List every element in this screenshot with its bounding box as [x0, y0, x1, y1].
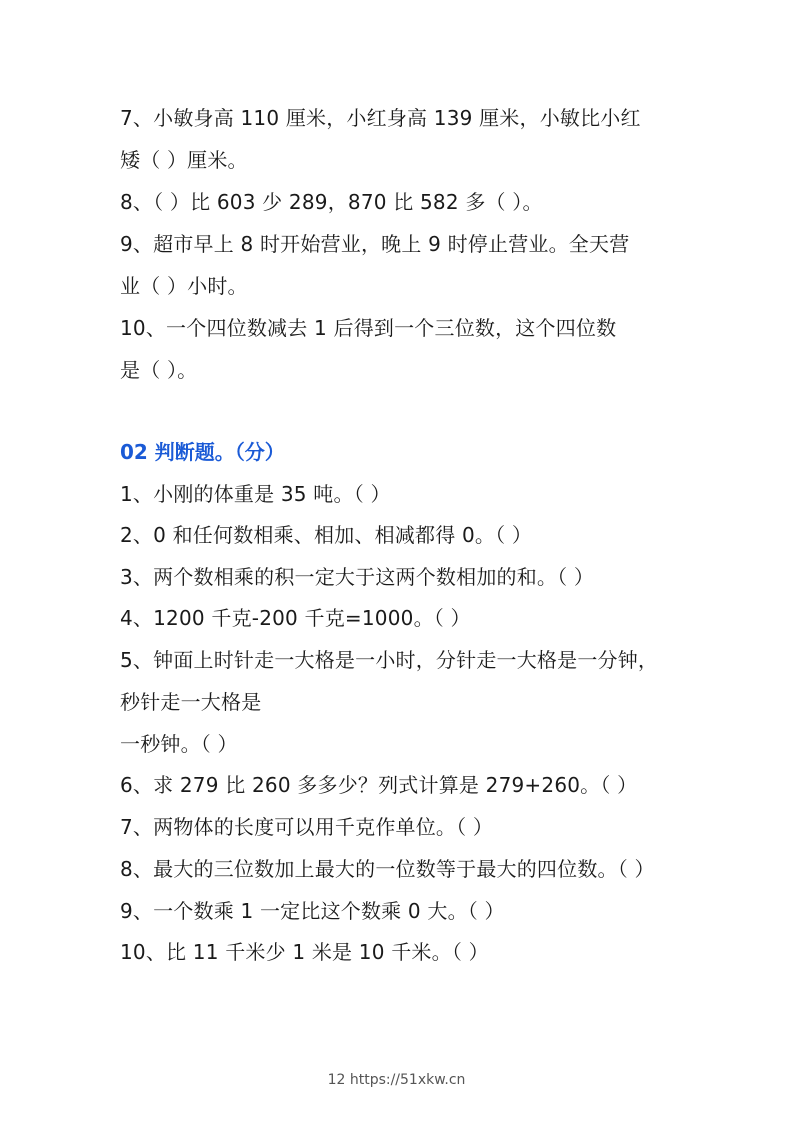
question-line: 7、小敏身高 110 厘米，小红身高 139 厘米，小敏比小红 — [120, 106, 641, 130]
question-line: 9、超市早上 8 时开始营业，晚上 9 时停止营业。全天营 — [120, 232, 630, 256]
question-line: 9、一个数乘 1 一定比这个数乘 0 大。（ ） — [120, 899, 505, 923]
question-line: 10、比 11 千米少 1 米是 10 千米。（ ） — [120, 940, 489, 964]
question-line: 一秒钟。（ ） — [120, 732, 238, 756]
question-line: 1、小刚的体重是 35 吨。（ ） — [120, 482, 391, 506]
question-line: 4、1200 千克-200 千克=1000。（ ） — [120, 606, 471, 630]
question-line: 秒针走一大格是 — [120, 690, 262, 714]
question-line: 业（ ）小时。 — [120, 274, 248, 298]
question-line: 10、一个四位数减去 1 后得到一个三位数，这个四位数 — [120, 316, 617, 340]
question-line: 5、钟面上时针走一大格是一小时，分针走一大格是一分钟， — [120, 648, 659, 672]
question-line: 3、两个数相乘的积一定大于这两个数相加的和。（ ） — [120, 565, 595, 589]
page-footer: 12 https://51xkw.cn — [327, 1072, 466, 1088]
question-line: 矮（ ）厘米。 — [120, 148, 248, 172]
question-line: 8、（ ）比 603 少 289，870 比 582 多（ ）。 — [120, 190, 543, 214]
question-line: 8、最大的三位数加上最大的一位数等于最大的四位数。（ ） — [120, 857, 655, 881]
section-heading: 02 判断题。（分） — [120, 440, 285, 464]
question-line: 7、两物体的长度可以用千克作单位。（ ） — [120, 815, 494, 839]
question-line: 2、0 和任何数相乘、相加、相减都得 0。（ ） — [120, 523, 533, 547]
question-line: 6、求 279 比 260 多多少？列式计算是 279+260。（ ） — [120, 773, 638, 797]
question-line: 是（ ）。 — [120, 358, 198, 382]
